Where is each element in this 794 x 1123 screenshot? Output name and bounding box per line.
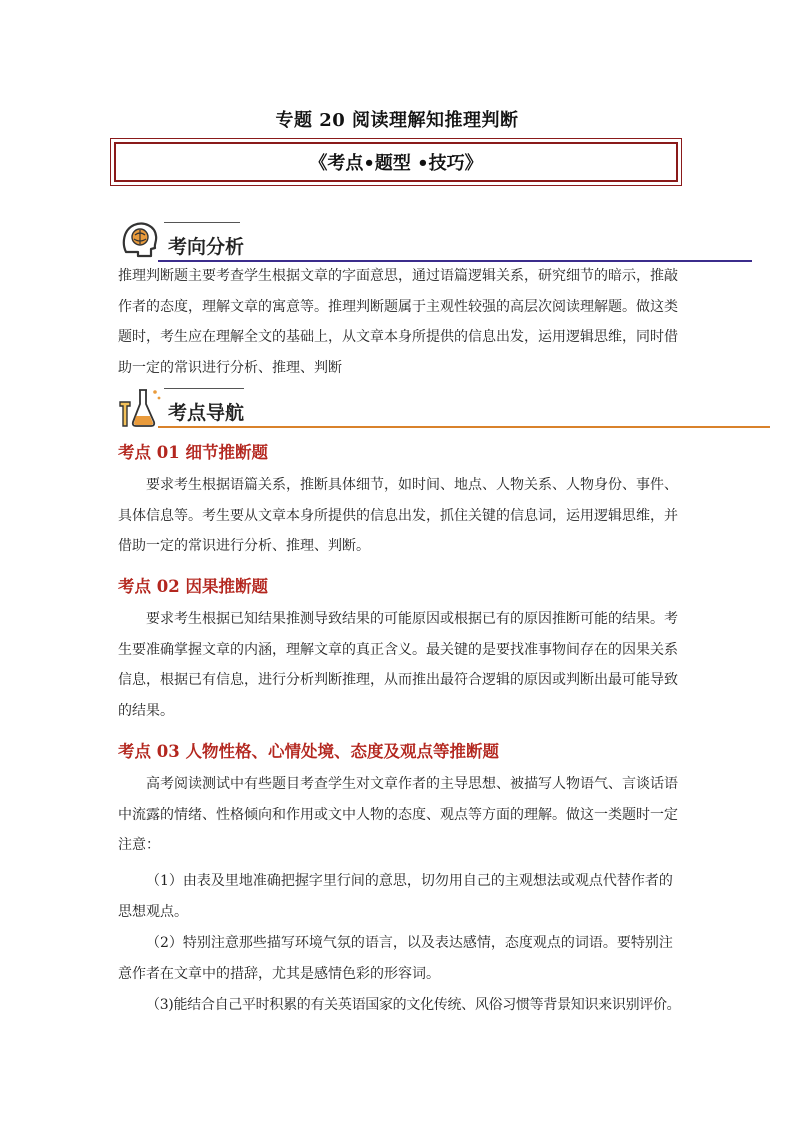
analysis-heading: 考向分析 <box>168 236 245 258</box>
section-top-line <box>164 388 244 389</box>
item-line: 思想观点。 <box>118 903 188 920</box>
point-01-line: 借助一定的常识进行分析、推理、判断。 <box>118 538 370 554</box>
analysis-paragraph <box>118 261 678 383</box>
section-top-line <box>164 222 240 223</box>
navigation-section-header <box>118 384 758 434</box>
lab-flask-icon <box>118 384 162 428</box>
point-03-line: 注意： <box>118 837 160 853</box>
point-01-title: 考点 01 细节推断题 <box>118 443 268 462</box>
point-03-item-3 <box>118 990 688 1021</box>
item-line: （3)能结合自己平时积累的有关英语国家的文化传统、风俗习惯等背景知识来识别评价。 <box>146 997 681 1013</box>
point-02-line: 的结果。 <box>118 702 174 719</box>
point-02-title: 考点 02 因果推断题 <box>118 577 268 596</box>
head-brain-icon <box>118 218 162 262</box>
subtitle-box <box>110 138 682 186</box>
navigation-rule <box>158 426 770 428</box>
point-03-body <box>118 769 678 861</box>
point-02-line: 信息，根据已有信息，进行分析判断推理，从而推出最符合逻辑的原因或判断出最可能导致 <box>118 672 678 688</box>
analysis-line: 题时，考生应在理解全文的基础上，从文章本身所提供的信息出发，运用逻辑思维，同时借 <box>118 329 678 345</box>
point-03-line: 中流露的情绪、性格倾向和作用或文中人物的态度、观点等方面的理解。做这一类题时一定 <box>118 806 678 823</box>
analysis-line: 作者的态度，理解文章的寓意等。推理判断题属于主观性较强的高层次阅读理解题。做这类 <box>118 298 678 315</box>
document-title: 专题 20 阅读理解知推理判断 <box>275 110 519 131</box>
point-03-line: 高考阅读测试中有些题目考查学生对文章作者的主导思想、被描写人物语气、言谈话语 <box>146 776 678 792</box>
item-line: （1）由表及里地准确把握字里行间的意思，切勿用自己的主观想法或观点代替作者的 <box>146 873 673 889</box>
point-03-item-1 <box>118 866 678 927</box>
point-03-item-2 <box>118 928 678 989</box>
analysis-line: 助一定的常识进行分析、推理、判断 <box>118 359 342 376</box>
point-01-line: 要求考生根据语篇关系，推断具体细节，如时间、地点、人物关系、人物身份、事件、 <box>146 477 678 493</box>
item-line: （2）特别注意那些描写环境气氛的语言，以及表达感情，态度观点的词语。要特别注 <box>146 935 673 951</box>
analysis-line: 推理判断题主要考查学生根据文章的字面意思，通过语篇逻辑关系，研究细节的暗示，推敲 <box>118 268 678 284</box>
point-02-line: 生要准确掌握文章的内涵，理解文章的真正含义。最关键的是要找准事物间存在的因果关系 <box>118 641 678 658</box>
point-03-title: 考点 03 人物性格、心情处境、态度及观点等推断题 <box>118 742 499 761</box>
subtitle-text: 《考点•题型 •技巧》 <box>114 142 678 182</box>
point-02-body <box>118 604 678 726</box>
point-01-body <box>118 470 678 562</box>
item-line: 意作者在文章中的措辞，尤其是感情色彩的形容词。 <box>118 965 440 982</box>
navigation-heading: 考点导航 <box>168 402 245 424</box>
point-01-line: 具体信息等。考生要从文章本身所提供的信息出发，抓住关键的信息词，运用逻辑思维，并 <box>118 507 678 524</box>
point-02-line: 要求考生根据已知结果推测导致结果的可能原因或根据已有的原因推断可能的结果。考 <box>146 611 678 627</box>
